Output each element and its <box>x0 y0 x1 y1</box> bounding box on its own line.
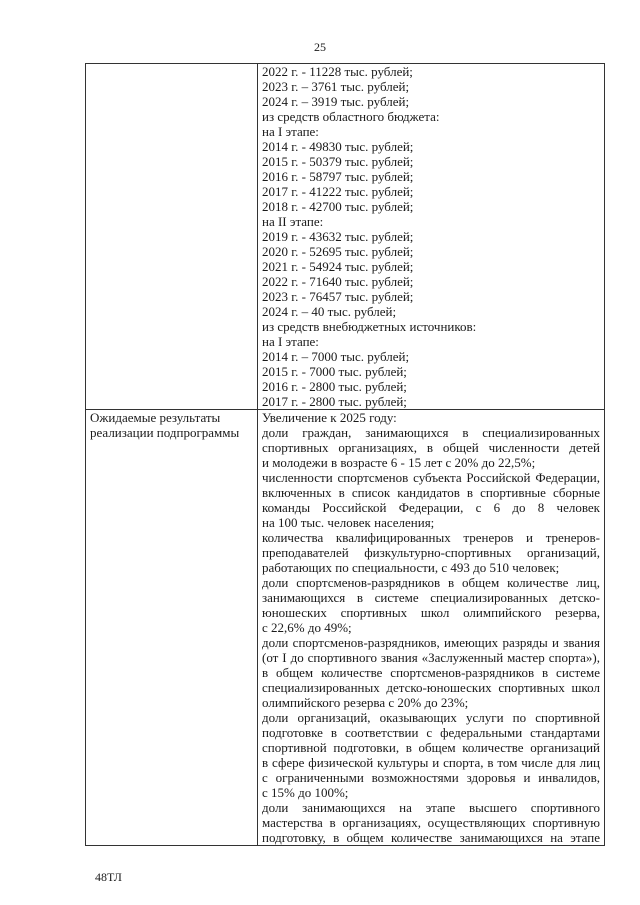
expected-result-line: с ограниченными возможностями здоровья и инвалидов, <box>262 770 600 785</box>
expected-result-line: доли занимающихся на этапе высшего спортивного <box>262 800 600 815</box>
expected-result-line: количества квалифицированных тренеров и тренеров- <box>262 530 600 545</box>
expected-results-label-cell <box>86 410 258 846</box>
expected-result-line: специализированных детско-юношеских спортивных школ <box>262 680 600 695</box>
expected-result-line: с 22,6% до 49%; <box>262 620 352 635</box>
funding-line: 2017 г. - 2800 тыс. рублей; <box>262 394 407 409</box>
expected-result-line: доли граждан, занимающихся в специализированных <box>262 425 600 440</box>
expected-results-label-line-2: реализации подпрограммы <box>90 425 240 440</box>
expected-result-line: в общем количестве спортсменов-разрядников в системе <box>262 665 600 680</box>
expected-results-text-cell <box>258 410 605 846</box>
funding-line: на II этапе: <box>262 214 324 229</box>
funding-line: 2014 г. – 7000 тыс. рублей; <box>262 349 410 364</box>
expected-result-line: включенных в список кандидатов в спортивные сборные <box>262 485 600 500</box>
expected-result-line: (от I до спортивного звания «Заслуженный мастер спорта»), <box>262 650 600 665</box>
funding-line: 2014 г. - 49830 тыс. рублей; <box>262 139 414 154</box>
expected-result-line: олимпийского резерва с 20% до 23%; <box>262 695 469 710</box>
program-table <box>85 63 605 846</box>
funding-line: 2022 г. - 11228 тыс. рублей; <box>262 64 413 79</box>
funding-line: 2019 г. - 43632 тыс. рублей; <box>262 229 414 244</box>
expected-result-line: мастерства в организациях, осуществляющих спортивную <box>262 815 600 830</box>
funding-line: 2015 г. - 7000 тыс. рублей; <box>262 364 407 379</box>
expected-result-line: с 15% до 100%; <box>262 785 349 800</box>
funding-line: 2016 г. - 2800 тыс. рублей; <box>262 379 407 394</box>
funding-line: 2018 г. - 42700 тыс. рублей; <box>262 199 414 214</box>
expected-result-line: работающих по специальности, с 493 до 510 человек; <box>262 560 560 575</box>
expected-result-line: юношеских спортивных школ олимпийского резерва, <box>262 605 600 620</box>
expected-result-line: Увеличение к 2025 году: <box>262 410 397 425</box>
expected-result-line: доли организаций, оказывающих услуги по спортивной <box>262 710 600 725</box>
table-row-funding <box>86 64 605 410</box>
funding-values-cell <box>258 64 605 410</box>
funding-line: на I этапе: <box>262 124 319 139</box>
funding-label-cell <box>86 64 258 410</box>
funding-line: 2024 г. – 3919 тыс. рублей; <box>262 94 410 109</box>
expected-results-label-line-1: Ожидаемые результаты <box>90 410 221 425</box>
expected-result-line: доли спортсменов-разрядников, имеющих разряды и звания <box>262 635 600 650</box>
expected-result-line: подготовке в соответствии с федеральными стандартами <box>262 725 600 740</box>
expected-result-line: преподавателей физкультурно-спортивных организаций, <box>262 545 600 560</box>
expected-result-line: подготовку, в общем количестве занимающихся на этапе <box>262 830 600 845</box>
funding-line: 2024 г. – 40 тыс. рублей; <box>262 304 397 319</box>
funding-line: 2017 г. - 41222 тыс. рублей; <box>262 184 414 199</box>
funding-line: 2023 г. - 76457 тыс. рублей; <box>262 289 414 304</box>
funding-line: на I этапе: <box>262 334 319 349</box>
expected-result-line: команды Российской Федерации, с 6 до 8 человек <box>262 500 600 515</box>
expected-result-line: спортивной подготовки, в общем количестве организаций <box>262 740 600 755</box>
expected-result-line: и молодежи в возрасте 6 - 15 лет с 20% до 22,5%; <box>262 455 536 470</box>
funding-line: 2016 г. - 58797 тыс. рублей; <box>262 169 414 184</box>
expected-result-line: в сфере физической культуры и спорта, в том числе для лиц <box>262 755 600 770</box>
expected-result-line: численности спортсменов субъекта Российской Федерации, <box>262 470 600 485</box>
footer-document-code: 48ТЛ <box>95 870 122 884</box>
funding-line: 2020 г. - 52695 тыс. рублей; <box>262 244 414 259</box>
funding-line: 2023 г. – 3761 тыс. рублей; <box>262 79 410 94</box>
expected-result-line: спортивных организациях, в общей численности детей <box>262 440 600 455</box>
funding-line: 2021 г. - 54924 тыс. рублей; <box>262 259 414 274</box>
page-number: 25 <box>314 40 326 54</box>
expected-result-line: занимающихся в системе специализированных детско- <box>262 590 600 605</box>
funding-line: из средств областного бюджета: <box>262 109 440 124</box>
expected-result-line: на 100 тыс. человек населения; <box>262 515 435 530</box>
funding-line: 2022 г. - 71640 тыс. рублей; <box>262 274 414 289</box>
funding-line: из средств внебюджетных источников: <box>262 319 477 334</box>
expected-result-line: доли спортсменов-разрядников в общем количестве лиц, <box>262 575 600 590</box>
funding-line: 2015 г. - 50379 тыс. рублей; <box>262 154 414 169</box>
table-row-expected-results <box>86 410 605 846</box>
